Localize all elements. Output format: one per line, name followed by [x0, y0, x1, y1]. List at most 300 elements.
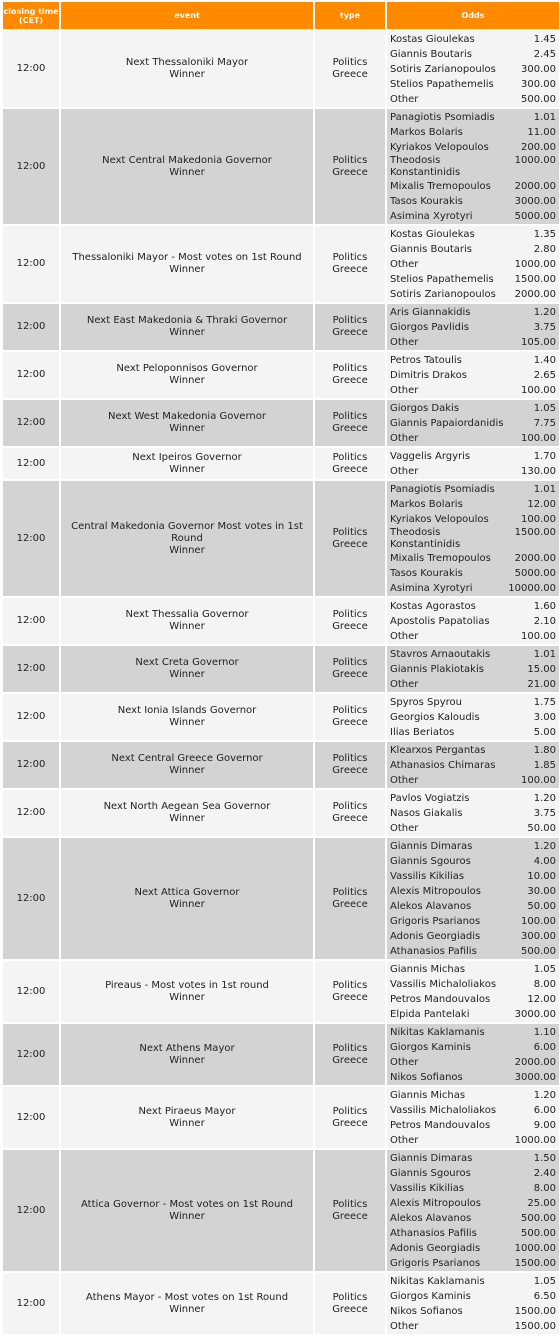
odds-selection[interactable]	[390, 839, 556, 854]
selection-price[interactable]: 50.00	[527, 823, 556, 834]
odds-selection[interactable]	[390, 599, 556, 614]
closing-time: 12:00	[3, 1273, 59, 1334]
selection-name: Other	[390, 1057, 419, 1068]
odds-selection[interactable]	[390, 1070, 556, 1085]
selection-name: Giannis Dimaras	[390, 841, 473, 852]
selection-price[interactable]: 1.20	[533, 793, 556, 804]
selection-name: Vassilis Kikilias	[390, 1183, 465, 1194]
odds-selection[interactable]	[390, 305, 556, 320]
event-cell	[61, 694, 313, 740]
event-type: Politics Greece	[315, 598, 385, 644]
selection-price[interactable]: 1.20	[533, 307, 556, 318]
event-name[interactable]: Next Central Greece Governor	[111, 753, 263, 764]
selection-price[interactable]: 6.00	[533, 1105, 556, 1116]
selection-name: Giannis Michas	[390, 1090, 466, 1101]
selection-price[interactable]: 1500.00	[514, 274, 556, 285]
selection-price[interactable]: 300.00	[521, 931, 556, 942]
odds-selection[interactable]	[390, 272, 556, 287]
closing-time: 12:00	[3, 646, 59, 692]
selection-price[interactable]: 300.00	[521, 64, 556, 75]
odds-selection[interactable]	[390, 92, 556, 107]
odds-selection[interactable]	[390, 725, 556, 740]
odds-cell	[387, 481, 559, 596]
selection-price[interactable]: 1500.00	[514, 1258, 556, 1269]
odds-cell	[387, 226, 559, 302]
event-type: Politics Greece	[315, 400, 385, 446]
selection-name: Other	[390, 337, 419, 348]
event-market: Winner	[169, 423, 205, 434]
odds-selection[interactable]	[390, 335, 556, 350]
odds-selection[interactable]	[390, 899, 556, 914]
selection-price[interactable]: 8.00	[533, 1183, 556, 1194]
odds-selection[interactable]	[390, 1256, 556, 1271]
odds-selection[interactable]	[390, 464, 556, 479]
selection-price[interactable]: 1.01	[533, 649, 556, 660]
selection-price[interactable]: 25.00	[527, 1198, 556, 1209]
odds-selection[interactable]	[390, 962, 556, 977]
selection-name: Mixalis Tremopoulos	[390, 553, 491, 564]
odds-selection[interactable]	[390, 383, 556, 398]
event-cell	[61, 646, 313, 692]
selection-name: Pavlos Vogiatzis	[390, 793, 470, 804]
selection-price[interactable]: 130.00	[521, 466, 556, 477]
selection-price[interactable]: 1000.00	[514, 259, 556, 270]
event-market: Winner	[169, 898, 205, 910]
selection-price[interactable]: 2000.00	[514, 289, 556, 300]
odds-cell	[387, 790, 559, 836]
odds-selection[interactable]	[390, 629, 556, 644]
selection-price[interactable]: 1.50	[533, 1153, 556, 1164]
event-market: Winner	[169, 264, 205, 275]
odds-selection[interactable]	[390, 1319, 556, 1334]
selection-price[interactable]: 100.00	[521, 385, 556, 396]
table-row[interactable]	[3, 448, 559, 479]
selection-name: Grigoris Psarianos	[390, 916, 481, 927]
selection-price[interactable]: 2000.00	[514, 1057, 556, 1068]
odds-selection[interactable]	[390, 1166, 556, 1181]
table-row[interactable]	[3, 742, 559, 788]
selection-price[interactable]: 1.70	[533, 451, 556, 462]
closing-time: 12:00	[3, 448, 59, 479]
selection-name: Spyros Spyrou	[390, 697, 462, 708]
event-market: Winner	[169, 327, 205, 338]
selection-price[interactable]: 1500.00	[514, 527, 556, 538]
selection-price[interactable]: 100.00	[521, 433, 556, 444]
table-row[interactable]	[3, 790, 559, 836]
odds-selection[interactable]	[390, 914, 556, 929]
event-name[interactable]: Athens Mayor - Most votes on 1st Round	[85, 1291, 289, 1303]
selection-price[interactable]: 1.40	[533, 355, 556, 366]
table-row[interactable]	[3, 1150, 559, 1271]
odds-cell	[387, 1150, 559, 1271]
selection-name: Kyriakos Velopoulos	[390, 142, 489, 153]
event-name[interactable]: Next Ionia Islands Governor	[117, 705, 257, 716]
odds-cell	[387, 694, 559, 740]
odds-selection[interactable]	[390, 227, 556, 242]
event-name[interactable]: Next Attica Governor	[134, 886, 240, 898]
closing-time: 12:00	[3, 1024, 59, 1085]
selection-name: Adonis Georgiadis	[390, 1243, 481, 1254]
selection-name: Vassilis Michaloliakos	[390, 979, 497, 990]
selection-price[interactable]: 105.00	[521, 337, 556, 348]
selection-name: Athanasios Chimaras	[390, 760, 496, 771]
selection-price[interactable]: 2.80	[533, 244, 556, 255]
event-cell	[61, 226, 313, 302]
selection-price[interactable]: 1500.00	[514, 1306, 556, 1317]
odds-selection[interactable]	[390, 929, 556, 944]
selection-name: Grigoris Psarianos	[390, 1258, 481, 1269]
selection-price[interactable]: 11.00	[527, 127, 556, 138]
selection-name: Tasos Kourakis	[390, 568, 463, 579]
odds-selection[interactable]	[390, 662, 556, 677]
odds-selection[interactable]	[390, 287, 556, 302]
header-closing-time[interactable]: closing time (CET)	[3, 2, 59, 29]
event-name[interactable]: Next Ipeiros Governor	[132, 451, 242, 463]
odds-selection[interactable]	[390, 416, 556, 431]
odds-selection[interactable]	[390, 512, 556, 527]
event-type: Politics Greece	[315, 646, 385, 692]
selection-price[interactable]: 100.00	[521, 631, 556, 642]
selection-price[interactable]: 100.00	[521, 775, 556, 786]
odds-selection[interactable]	[390, 482, 556, 497]
odds-selection[interactable]	[390, 1055, 556, 1070]
event-cell	[61, 1087, 313, 1148]
selection-price[interactable]: 1.60	[533, 601, 556, 612]
selection-price[interactable]: 500.00	[521, 1213, 556, 1224]
odds-selection[interactable]	[390, 1211, 556, 1226]
selection-name: Other	[390, 385, 419, 396]
selection-price[interactable]: 10.00	[527, 871, 556, 882]
closing-time: 12:00	[3, 352, 59, 398]
selection-name: Theodosis Konstantinidis	[390, 155, 461, 178]
selection-name: Adonis Georgiadis	[390, 931, 481, 942]
selection-name: Giannis Sgouros	[390, 856, 471, 867]
odds-cell	[387, 109, 559, 224]
event-name[interactable]: Attica Governor - Most votes on 1st Round	[81, 1198, 293, 1210]
selection-name: Athanasios Pafilis	[390, 1228, 477, 1239]
selection-price[interactable]: 2000.00	[514, 553, 556, 564]
event-market: Winner	[169, 544, 205, 556]
selection-price[interactable]: 1.20	[533, 841, 556, 852]
event-cell	[61, 400, 313, 446]
selection-name: Other	[390, 631, 419, 642]
odds-selection[interactable]	[390, 743, 556, 758]
odds-table-body	[3, 31, 559, 1334]
selection-name: Other	[390, 259, 419, 270]
selection-name: Kostas Gioulekas	[390, 229, 475, 240]
selection-price[interactable]: 1000.00	[514, 155, 556, 166]
selection-price[interactable]: 50.00	[527, 901, 556, 912]
selection-price[interactable]: 3000.00	[514, 1072, 556, 1083]
selection-name: Other	[390, 1321, 419, 1332]
selection-name: Giannis Papaiordanidis	[390, 418, 504, 429]
odds-selection[interactable]	[390, 179, 556, 194]
selection-price[interactable]: 1.05	[533, 964, 556, 975]
odds-selection[interactable]	[390, 1133, 556, 1148]
odds-selection[interactable]	[390, 1181, 556, 1196]
selection-price[interactable]: 500.00	[521, 946, 556, 957]
selection-name: Sotiris Zarianopoulos	[390, 289, 496, 300]
odds-selection[interactable]	[390, 806, 556, 821]
odds-selection[interactable]	[390, 47, 556, 62]
selection-name: Apostolis Papatolias	[390, 616, 490, 627]
odds-cell	[387, 742, 559, 788]
odds-selection[interactable]	[390, 140, 556, 155]
event-name[interactable]: Next West Makedonia Governor	[108, 411, 266, 422]
selection-price[interactable]: 21.00	[527, 679, 556, 690]
selection-price[interactable]: 500.00	[521, 94, 556, 105]
selection-price[interactable]: 1000.00	[514, 1135, 556, 1146]
selection-name: Other	[390, 94, 419, 105]
odds-selection[interactable]	[390, 368, 556, 383]
odds-table	[1, 0, 560, 1336]
selection-price[interactable]: 5000.00	[514, 211, 556, 222]
event-name[interactable]: Thessaloniki Mayor - Most votes on 1st Round	[72, 252, 302, 263]
event-cell	[61, 31, 313, 107]
event-market: Winner	[169, 813, 205, 824]
selection-price[interactable]: 100.00	[521, 514, 556, 525]
selection-name: Stelios Papathemelis	[390, 79, 494, 90]
odds-selection[interactable]	[390, 854, 556, 869]
selection-price[interactable]: 1500.00	[514, 1321, 556, 1332]
selection-price[interactable]: 1.01	[533, 484, 556, 495]
odds-selection[interactable]	[390, 431, 556, 446]
selection-price[interactable]: 10000.00	[508, 583, 556, 594]
selection-price[interactable]: 8.00	[533, 979, 556, 990]
selection-name: Giannis Boutaris	[390, 49, 472, 60]
closing-time: 12:00	[3, 226, 59, 302]
selection-price[interactable]: 2.65	[533, 370, 556, 381]
odds-selection[interactable]	[390, 821, 556, 836]
odds-selection[interactable]	[390, 710, 556, 725]
odds-selection[interactable]	[390, 944, 556, 959]
table-row[interactable]	[3, 226, 559, 302]
selection-price[interactable]: 30.00	[527, 886, 556, 897]
table-row[interactable]	[3, 1024, 559, 1085]
odds-selection[interactable]	[390, 125, 556, 140]
odds-selection[interactable]	[390, 155, 556, 179]
header-event[interactable]: event	[61, 2, 313, 29]
selection-name: Giannis Michas	[390, 964, 466, 975]
odds-selection[interactable]	[390, 695, 556, 710]
odds-selection[interactable]	[390, 1040, 556, 1055]
event-market: Winner	[169, 166, 205, 178]
selection-price[interactable]: 300.00	[521, 79, 556, 90]
odds-selection[interactable]	[390, 551, 556, 566]
event-name[interactable]: Next Athens Mayor	[139, 1042, 235, 1054]
table-row[interactable]	[3, 109, 559, 224]
odds-selection[interactable]	[390, 1304, 556, 1319]
odds-selection[interactable]	[390, 110, 556, 125]
odds-selection[interactable]	[390, 773, 556, 788]
selection-price[interactable]: 3000.00	[514, 1009, 556, 1020]
selection-price[interactable]: 3.75	[533, 808, 556, 819]
table-row[interactable]	[3, 646, 559, 692]
selection-name: Panagiotis Psomiadis	[390, 112, 495, 123]
event-name[interactable]: Next Thessalia Governor	[125, 609, 249, 620]
odds-selection[interactable]	[390, 977, 556, 992]
selection-name: Giannis Boutaris	[390, 244, 472, 255]
selection-price[interactable]: 500.00	[521, 1228, 556, 1239]
selection-price[interactable]: 4.00	[533, 856, 556, 867]
odds-selection[interactable]	[390, 257, 556, 272]
selection-name: Other	[390, 823, 419, 834]
table-row[interactable]	[3, 838, 559, 959]
odds-selection[interactable]	[390, 1007, 556, 1022]
selection-price[interactable]: 1.75	[533, 697, 556, 708]
selection-name: Other	[390, 466, 419, 477]
event-name[interactable]: Next Piraeus Mayor	[138, 1105, 236, 1117]
event-cell	[61, 1273, 313, 1334]
selection-price[interactable]: 100.00	[521, 916, 556, 927]
odds-selection[interactable]	[390, 884, 556, 899]
selection-price[interactable]: 12.00	[527, 499, 556, 510]
odds-selection[interactable]	[390, 320, 556, 335]
odds-selection[interactable]	[390, 677, 556, 692]
selection-price[interactable]: 3.75	[533, 322, 556, 333]
odds-selection[interactable]	[390, 449, 556, 464]
selection-name: Kyriakos Velopoulos	[390, 514, 489, 525]
table-row[interactable]	[3, 352, 559, 398]
selection-price[interactable]: 6.50	[533, 1291, 556, 1302]
selection-price[interactable]: 5000.00	[514, 568, 556, 579]
selection-price[interactable]: 2.45	[533, 49, 556, 60]
selection-price[interactable]: 1.01	[533, 112, 556, 123]
odds-selection[interactable]	[390, 1025, 556, 1040]
selection-name: Alexis Mitropoulos	[390, 886, 481, 897]
selection-price[interactable]: 1.20	[533, 1090, 556, 1101]
selection-price[interactable]: 5.00	[533, 727, 556, 738]
selection-price[interactable]: 2000.00	[514, 181, 556, 192]
selection-price[interactable]: 12.00	[527, 994, 556, 1005]
closing-time: 12:00	[3, 961, 59, 1022]
odds-selection[interactable]	[390, 62, 556, 77]
odds-cell	[387, 1024, 559, 1085]
selection-name: Giorgos Pavlidis	[390, 322, 469, 333]
odds-selection[interactable]	[390, 1103, 556, 1118]
selection-name: Georgios Kaloudis	[390, 712, 480, 723]
selection-price[interactable]: 1.35	[533, 229, 556, 240]
odds-selection[interactable]	[390, 992, 556, 1007]
event-type: Politics Greece	[315, 31, 385, 107]
odds-selection[interactable]	[390, 1274, 556, 1289]
closing-time: 12:00	[3, 838, 59, 959]
header-type[interactable]: type	[315, 2, 385, 29]
event-name[interactable]: Next East Makedonia & Thraki Governor	[86, 315, 288, 326]
table-row[interactable]	[3, 481, 559, 596]
odds-selection[interactable]	[390, 77, 556, 92]
odds-selection[interactable]	[390, 401, 556, 416]
odds-selection[interactable]	[390, 1241, 556, 1256]
table-row[interactable]	[3, 598, 559, 644]
odds-selection[interactable]	[390, 869, 556, 884]
selection-price[interactable]: 1.45	[533, 34, 556, 45]
odds-selection[interactable]	[390, 242, 556, 257]
odds-selection[interactable]	[390, 1289, 556, 1304]
odds-selection[interactable]	[390, 1226, 556, 1241]
event-name[interactable]: Pireaus - Most votes in 1st round	[105, 979, 269, 991]
event-name[interactable]: Next Thessaloniki Mayor	[125, 57, 249, 68]
event-name[interactable]: Next Central Makedonia Governor	[102, 154, 272, 166]
event-market: Winner	[169, 375, 205, 386]
event-name[interactable]: Next Creta Governor	[135, 657, 239, 668]
odds-cell	[387, 598, 559, 644]
header-odds[interactable]: Odds	[387, 2, 559, 29]
selection-price[interactable]: 15.00	[527, 664, 556, 675]
selection-price[interactable]: 1.10	[533, 1027, 556, 1038]
odds-selection[interactable]	[390, 527, 556, 551]
event-name[interactable]: Central Makedonia Governor Most votes in 1st Round	[71, 520, 303, 544]
odds-selection[interactable]	[390, 1088, 556, 1103]
odds-selection[interactable]	[390, 32, 556, 47]
event-type: Politics Greece	[315, 961, 385, 1022]
odds-selection[interactable]	[390, 209, 556, 224]
selection-price[interactable]: 1.85	[533, 760, 556, 771]
selection-name: Klearxos Pergantas	[390, 745, 486, 756]
odds-selection[interactable]	[390, 1151, 556, 1166]
event-market: Winner	[169, 1210, 205, 1222]
selection-price[interactable]: 3.00	[533, 712, 556, 723]
odds-selection[interactable]	[390, 497, 556, 512]
odds-selection[interactable]	[390, 758, 556, 773]
odds-selection[interactable]	[390, 353, 556, 368]
odds-selection[interactable]	[390, 566, 556, 581]
event-market: Winner	[169, 765, 205, 776]
event-name[interactable]: Next North Aegean Sea Governor	[103, 801, 271, 812]
selection-price[interactable]: 3000.00	[514, 196, 556, 207]
event-cell	[61, 1024, 313, 1085]
selection-price[interactable]: 7.75	[533, 418, 556, 429]
closing-time: 12:00	[3, 400, 59, 446]
selection-price[interactable]: 2.10	[533, 616, 556, 627]
event-cell	[61, 1150, 313, 1271]
table-row[interactable]	[3, 1087, 559, 1148]
selection-price[interactable]: 1.05	[533, 403, 556, 414]
selection-price[interactable]: 1.80	[533, 745, 556, 756]
selection-name: Petros Mandouvalos	[390, 994, 491, 1005]
table-row[interactable]	[3, 694, 559, 740]
selection-name: Kostas Agorastos	[390, 601, 476, 612]
table-row[interactable]	[3, 961, 559, 1022]
selection-price[interactable]: 1.05	[533, 1276, 556, 1287]
event-name[interactable]: Next Peloponnisos Governor	[116, 363, 258, 374]
odds-selection[interactable]	[390, 791, 556, 806]
event-market: Winner	[169, 69, 205, 80]
selection-price[interactable]: 9.00	[533, 1120, 556, 1131]
selection-name: Giorgos Kaminis	[390, 1042, 471, 1053]
selection-price[interactable]: 2.40	[533, 1168, 556, 1179]
selection-price[interactable]: 1000.00	[514, 1243, 556, 1254]
table-row[interactable]	[3, 1273, 559, 1334]
odds-selection[interactable]	[390, 614, 556, 629]
selection-price[interactable]: 200.00	[521, 142, 556, 153]
event-cell	[61, 448, 313, 479]
selection-name: Mixalis Tremopoulos	[390, 181, 491, 192]
table-row[interactable]	[3, 304, 559, 350]
odds-selection[interactable]	[390, 647, 556, 662]
odds-selection[interactable]	[390, 1118, 556, 1133]
selection-price[interactable]: 6.00	[533, 1042, 556, 1053]
event-market: Winner	[169, 621, 205, 632]
odds-selection[interactable]	[390, 581, 556, 596]
selection-name: Vassilis Michaloliakos	[390, 1105, 497, 1116]
table-row[interactable]	[3, 400, 559, 446]
table-row[interactable]	[3, 31, 559, 107]
odds-selection[interactable]	[390, 1196, 556, 1211]
selection-name: Ilias Beriatos	[390, 727, 455, 738]
odds-selection[interactable]	[390, 194, 556, 209]
closing-time: 12:00	[3, 481, 59, 596]
